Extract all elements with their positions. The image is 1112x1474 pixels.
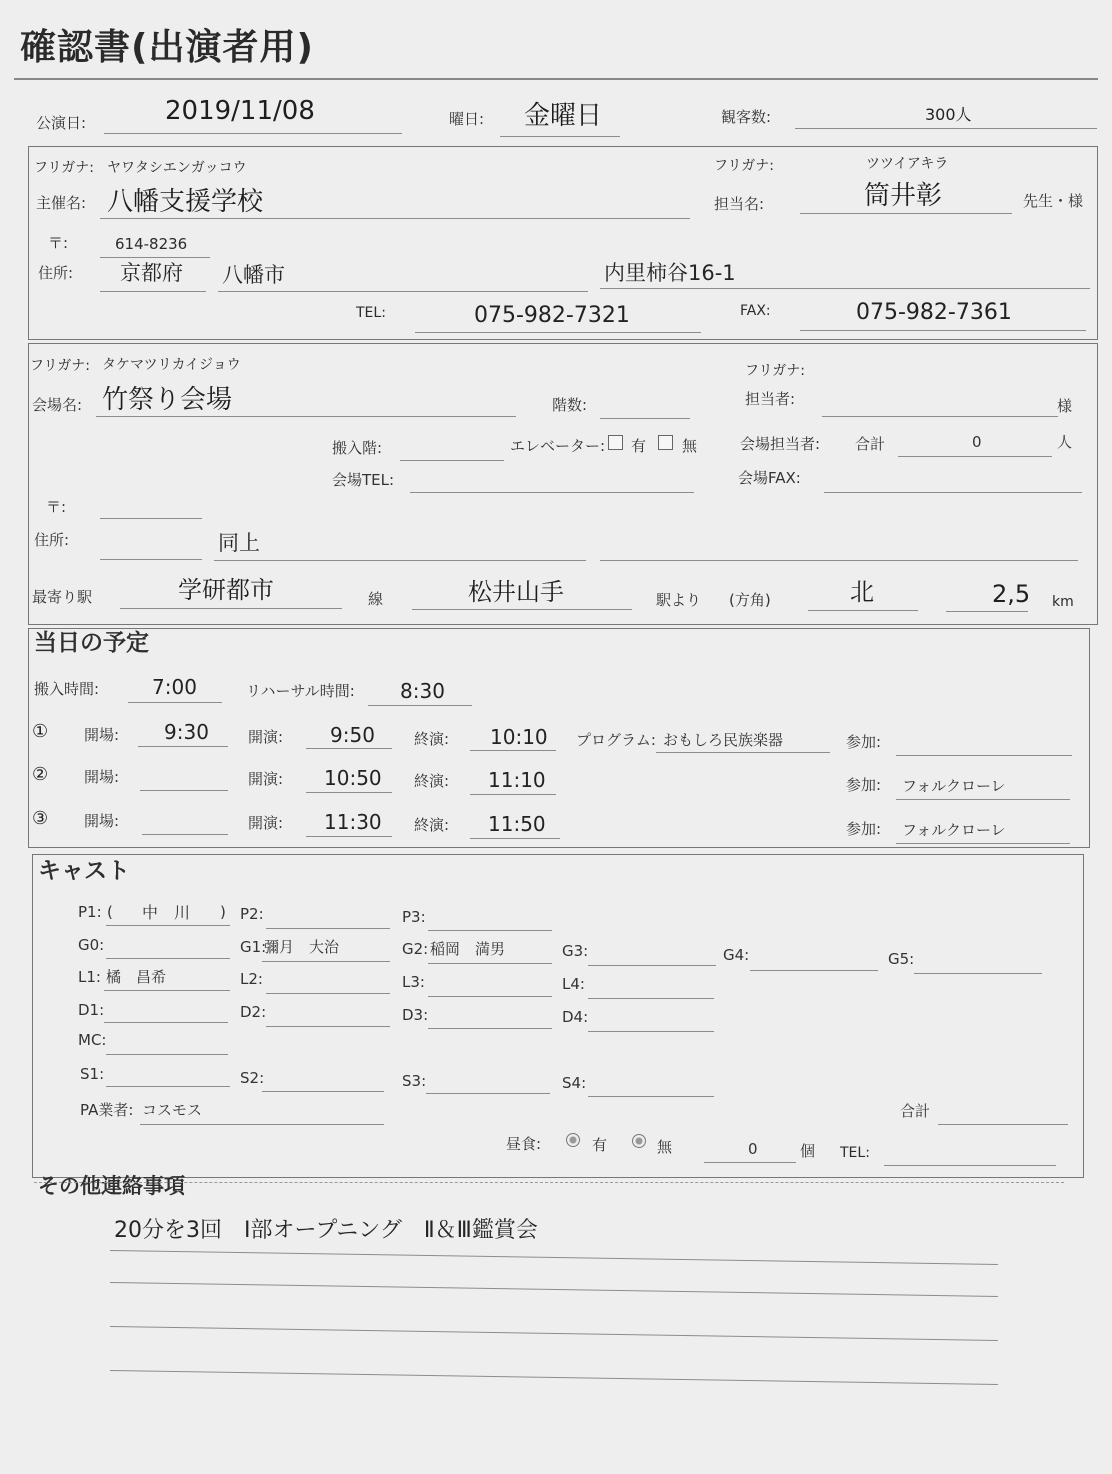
session-1-start-label: 開演: bbox=[248, 728, 284, 746]
session-3-participants-value[interactable]: フォルクローレ bbox=[902, 821, 1006, 839]
program-label: プログラム: bbox=[576, 731, 656, 749]
session-2-open-label: 開場: bbox=[84, 768, 120, 786]
l1-label: L1: bbox=[78, 968, 101, 986]
elevator-yes-checkbox[interactable] bbox=[608, 435, 623, 450]
distance-value[interactable]: 2,5 bbox=[992, 580, 1031, 608]
contact-furigana-label: フリガナ: bbox=[714, 158, 775, 174]
session-2-number: ② bbox=[32, 764, 49, 785]
venue-name-value[interactable]: 竹祭り会場 bbox=[102, 385, 233, 415]
weekday-label: 曜日: bbox=[449, 110, 485, 128]
lunch-count-value[interactable]: 0 bbox=[748, 1140, 758, 1158]
lunch-count-unit: 個 bbox=[800, 1142, 816, 1160]
rehearsal-time-label: リハーサル時間: bbox=[246, 682, 355, 700]
venue-contact-label: 担当者: bbox=[745, 390, 796, 408]
session-3-start-value[interactable]: 11:30 bbox=[324, 810, 382, 834]
session-1-start-value[interactable]: 9:50 bbox=[330, 723, 375, 747]
s4-label: S4: bbox=[562, 1074, 587, 1092]
audience-label: 観客数: bbox=[721, 108, 772, 126]
lunch-yes-label: 有 bbox=[592, 1136, 608, 1154]
honorific-label: 先生・様 bbox=[1023, 192, 1084, 210]
session-3-end-label: 終演: bbox=[414, 816, 450, 834]
venue-address-label: 住所: bbox=[34, 531, 70, 549]
session-2-start-label: 開演: bbox=[248, 770, 284, 788]
g3-label: G3: bbox=[562, 942, 589, 960]
postal-value[interactable]: 614-8236 bbox=[115, 235, 188, 253]
g1-value[interactable]: 彌月 大治 bbox=[264, 938, 340, 956]
mc-label: MC: bbox=[78, 1031, 107, 1049]
notes-line-3[interactable] bbox=[110, 1326, 998, 1341]
distance-unit: km bbox=[1052, 594, 1074, 610]
session-3-start-label: 開演: bbox=[248, 814, 284, 832]
contact-value[interactable]: 筒井彰 bbox=[864, 181, 943, 211]
p1-label: P1: bbox=[78, 903, 102, 921]
session-3-number: ③ bbox=[32, 808, 49, 829]
session-2-end-value[interactable]: 11:10 bbox=[488, 768, 546, 792]
session-1-end-label: 終演: bbox=[414, 730, 450, 748]
session-1-end-value[interactable]: 10:10 bbox=[490, 725, 548, 749]
notes-heading: その他連絡事項 bbox=[38, 1174, 185, 1198]
venue-furigana-value[interactable]: タケマツリカイジョウ bbox=[102, 357, 241, 373]
contact-label: 担当名: bbox=[714, 195, 765, 213]
address-label: 住所: bbox=[38, 264, 74, 282]
l4-label: L4: bbox=[562, 975, 585, 993]
notes-line-2[interactable] bbox=[110, 1282, 998, 1297]
date-label: 公演日: bbox=[36, 114, 87, 132]
p3-label: P3: bbox=[402, 908, 426, 926]
venue-address-value[interactable]: 同上 bbox=[218, 531, 260, 555]
l2-label: L2: bbox=[240, 970, 263, 988]
d1-label: D1: bbox=[78, 1001, 105, 1019]
lunch-label: 昼食: bbox=[506, 1135, 542, 1153]
session-2-start-value[interactable]: 10:50 bbox=[324, 766, 382, 790]
lunch-no-label: 無 bbox=[657, 1138, 673, 1156]
venue-postal-label: 〒: bbox=[46, 498, 67, 516]
audience-value[interactable]: 300人 bbox=[925, 105, 972, 124]
session-1-program-value[interactable]: おもしろ民族楽器 bbox=[663, 731, 784, 749]
pa-label: PA業者: bbox=[80, 1101, 134, 1119]
direction-value[interactable]: 北 bbox=[850, 578, 874, 606]
venue-staff-total-label: 合計 bbox=[855, 435, 886, 453]
p1-open-paren: ( bbox=[107, 903, 113, 921]
notes-line-1[interactable]: 20分を3回 Ⅰ部オープニング Ⅱ＆Ⅲ鑑賞会 bbox=[114, 1218, 538, 1243]
session-1-open-value[interactable]: 9:30 bbox=[164, 720, 209, 744]
weekday-value[interactable]: 金曜日 bbox=[524, 101, 603, 131]
session-1-open-label: 開場: bbox=[84, 726, 120, 744]
venue-furigana-label: フリガナ: bbox=[30, 358, 91, 374]
s3-label: S3: bbox=[402, 1072, 427, 1090]
loadin-floor-label: 搬入階: bbox=[332, 439, 383, 457]
g4-label: G4: bbox=[723, 946, 750, 964]
address-city[interactable]: 八幡市 bbox=[222, 263, 285, 287]
line-label: 線 bbox=[368, 590, 384, 608]
g5-label: G5: bbox=[888, 950, 915, 968]
contact-furigana-value[interactable]: ツツイアキラ bbox=[866, 156, 949, 172]
venue-staff-label: 会場担当者: bbox=[740, 435, 821, 453]
p1-value[interactable]: 中 川 bbox=[142, 903, 191, 922]
elevator-label: エレベーター: bbox=[510, 437, 606, 455]
station-value[interactable]: 学研都市 bbox=[178, 576, 274, 604]
session-3-participants-label: 参加: bbox=[846, 820, 882, 838]
session-2-participants-value[interactable]: フォルクローレ bbox=[902, 777, 1006, 795]
g2-value[interactable]: 稲岡 満男 bbox=[430, 940, 506, 958]
d2-label: D2: bbox=[240, 1003, 267, 1021]
session-1-number: ① bbox=[32, 721, 49, 742]
organizer-name-label: 主催名: bbox=[36, 194, 87, 212]
loadin-time-label: 搬入時間: bbox=[34, 680, 100, 698]
fax-value[interactable]: 075-982-7361 bbox=[856, 300, 1012, 325]
venue-name-label: 会場名: bbox=[32, 396, 83, 414]
form-title: 確認書(出演者用) bbox=[20, 27, 314, 68]
address-street[interactable]: 内里柿谷16-1 bbox=[604, 261, 736, 285]
line-value[interactable]: 松井山手 bbox=[468, 578, 564, 606]
organizer-furigana-value[interactable]: ヤワタシエンガッコウ bbox=[107, 160, 247, 176]
session-2-end-label: 終演: bbox=[414, 772, 450, 790]
station-label: 最寄り駅 bbox=[32, 588, 93, 606]
d4-label: D4: bbox=[562, 1008, 589, 1026]
venue-tel-label: 会場TEL: bbox=[332, 471, 395, 489]
venue-contact-sama: 様 bbox=[1057, 397, 1073, 415]
date-value[interactable]: 2019/11/08 bbox=[165, 96, 315, 126]
cast-heading: キャスト bbox=[38, 858, 130, 884]
from-station-label: 駅より bbox=[656, 591, 702, 609]
session-1-participants-label: 参加: bbox=[846, 733, 882, 751]
session-2-participants-label: 参加: bbox=[846, 776, 882, 794]
person-unit: 人 bbox=[1057, 433, 1073, 451]
venue-contact-furigana-label: フリガナ: bbox=[745, 363, 806, 379]
loadin-time-value[interactable]: 7:00 bbox=[152, 675, 197, 699]
elevator-no-label: 無 bbox=[682, 437, 698, 455]
notes-line-4[interactable] bbox=[110, 1370, 998, 1385]
session-3-end-value[interactable]: 11:50 bbox=[488, 812, 546, 836]
address-prefecture[interactable]: 京都府 bbox=[120, 261, 183, 285]
rehearsal-time-value[interactable]: 8:30 bbox=[400, 679, 445, 703]
l3-label: L3: bbox=[402, 973, 425, 991]
venue-staff-count[interactable]: 0 bbox=[972, 433, 982, 451]
cast-total-label: 合計 bbox=[900, 1102, 931, 1120]
title-rule bbox=[14, 78, 1098, 80]
g2-label: G2: bbox=[402, 940, 429, 958]
l1-value[interactable]: 橘 昌希 bbox=[106, 968, 167, 986]
floors-label: 階数: bbox=[552, 396, 588, 414]
postal-label: 〒: bbox=[48, 234, 69, 252]
organizer-name-value[interactable]: 八幡支援学校 bbox=[107, 187, 264, 217]
g1-label: G1: bbox=[240, 938, 267, 956]
fax-label: FAX: bbox=[740, 303, 771, 319]
elevator-no-checkbox[interactable] bbox=[658, 435, 673, 450]
direction-label: (方角) bbox=[729, 591, 771, 609]
venue-fax-label: 会場FAX: bbox=[738, 469, 801, 487]
tel-label: TEL: bbox=[356, 305, 386, 321]
s2-label: S2: bbox=[240, 1069, 265, 1087]
session-3-open-label: 開場: bbox=[84, 812, 120, 830]
lunch-yes-radio[interactable] bbox=[566, 1133, 580, 1147]
tel-value[interactable]: 075-982-7321 bbox=[474, 303, 630, 328]
elevator-yes-label: 有 bbox=[631, 437, 647, 455]
p2-label: P2: bbox=[240, 905, 264, 923]
organizer-furigana-label: フリガナ: bbox=[34, 160, 95, 176]
lunch-no-radio[interactable] bbox=[632, 1134, 646, 1148]
pa-value[interactable]: コスモス bbox=[142, 1101, 203, 1119]
s1-label: S1: bbox=[80, 1065, 105, 1083]
schedule-heading: 当日の予定 bbox=[34, 630, 149, 656]
g0-label: G0: bbox=[78, 936, 105, 954]
d3-label: D3: bbox=[402, 1006, 429, 1024]
lunch-tel-label: TEL: bbox=[840, 1145, 870, 1161]
p1-close-paren: ) bbox=[220, 903, 226, 921]
